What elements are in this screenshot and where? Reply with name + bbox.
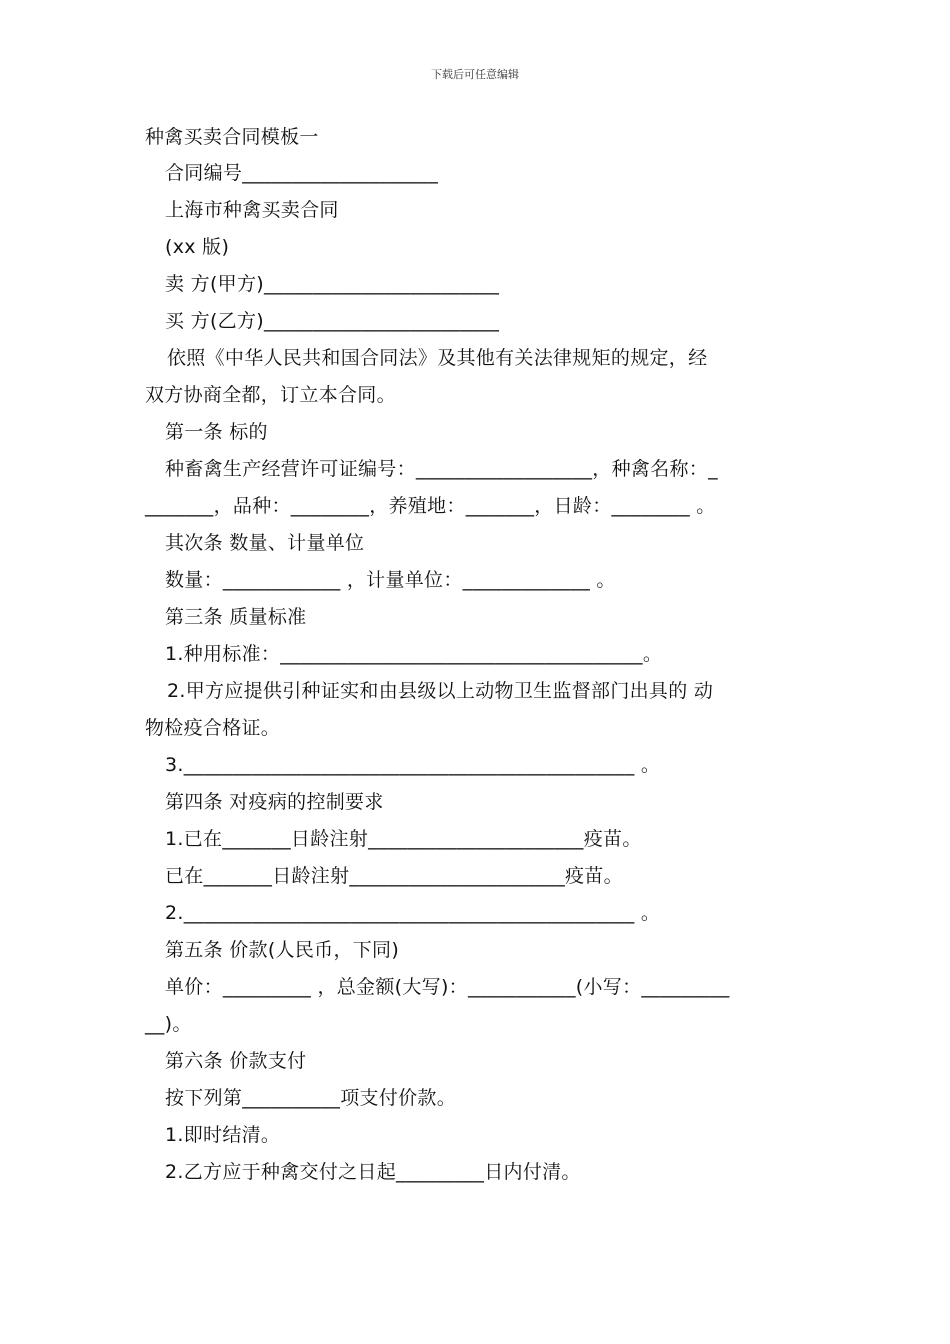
article-6-line-1: 按下列第__________项支付价款。 — [165, 1087, 457, 1109]
article-4-heading: 第四条 对疫病的控制要求 — [165, 791, 384, 813]
article-1-line-1: 种畜禽生产经营许可证编号：__________________，种禽名称：_ — [165, 458, 718, 480]
article-3-heading: 第三条 质量标准 — [165, 606, 307, 628]
preamble-line-1: 依照《中华人民共和国合同法》及其他有关法律规矩的规定，经 — [167, 347, 708, 369]
article-1-line-2: _______，品种：________，养殖地：_______，日龄：________ 。 — [145, 495, 716, 517]
contract-version: (xx 版) — [165, 236, 230, 258]
article-3-item-1: 1.种用标准：_____________________________________。 — [165, 643, 663, 665]
contract-number-line: 合同编号____________________ — [165, 162, 439, 184]
article-2-heading: 其次条 数量、计量单位 — [165, 532, 365, 554]
buyer-line: 买 方(乙方)________________________ — [165, 310, 500, 332]
seller-line: 卖 方(甲方)________________________ — [165, 273, 500, 295]
article-5-heading: 第五条 价款(人民币，下同) — [165, 939, 400, 961]
article-5-line-2: __)。 — [145, 1013, 192, 1035]
article-3-item-3: 3.______________________________________________ 。 — [165, 754, 661, 776]
contract-document — [145, 120, 810, 1191]
article-6-item-2: 2.乙方应于种禽交付之日起_________日内付清。 — [165, 1161, 581, 1183]
article-4-item-1-cont: 已在_______日龄注射______________________疫苗。 — [165, 865, 623, 887]
article-4-item-1: 1.已在_______日龄注射______________________疫苗。 — [165, 828, 642, 850]
page-header-note: 下载后可任意编辑 — [431, 68, 519, 81]
article-5-line-1: 单价：_________ ，总金额(大写)：___________(小写：_________ — [165, 976, 730, 998]
document-title: 种禽买卖合同模板一 — [145, 126, 319, 148]
article-6-heading: 第六条 价款支付 — [165, 1050, 307, 1072]
contract-heading: 上海市种禽买卖合同 — [165, 199, 339, 221]
article-6-item-1: 1.即时结清。 — [165, 1124, 281, 1146]
article-3-item-2-line-2: 物检疫合格证。 — [145, 717, 281, 739]
article-4-item-2: 2.______________________________________________ 。 — [165, 902, 661, 924]
article-3-item-2-line-1: 2.甲方应提供引种证实和由县级以上动物卫生监督部门出具的 动 — [167, 680, 714, 702]
article-1-heading: 第一条 标的 — [165, 421, 268, 443]
article-2-line-1: 数量：____________ ，计量单位：_____________ 。 — [165, 569, 616, 591]
preamble-line-2: 双方协商全都，订立本合同。 — [145, 384, 396, 406]
